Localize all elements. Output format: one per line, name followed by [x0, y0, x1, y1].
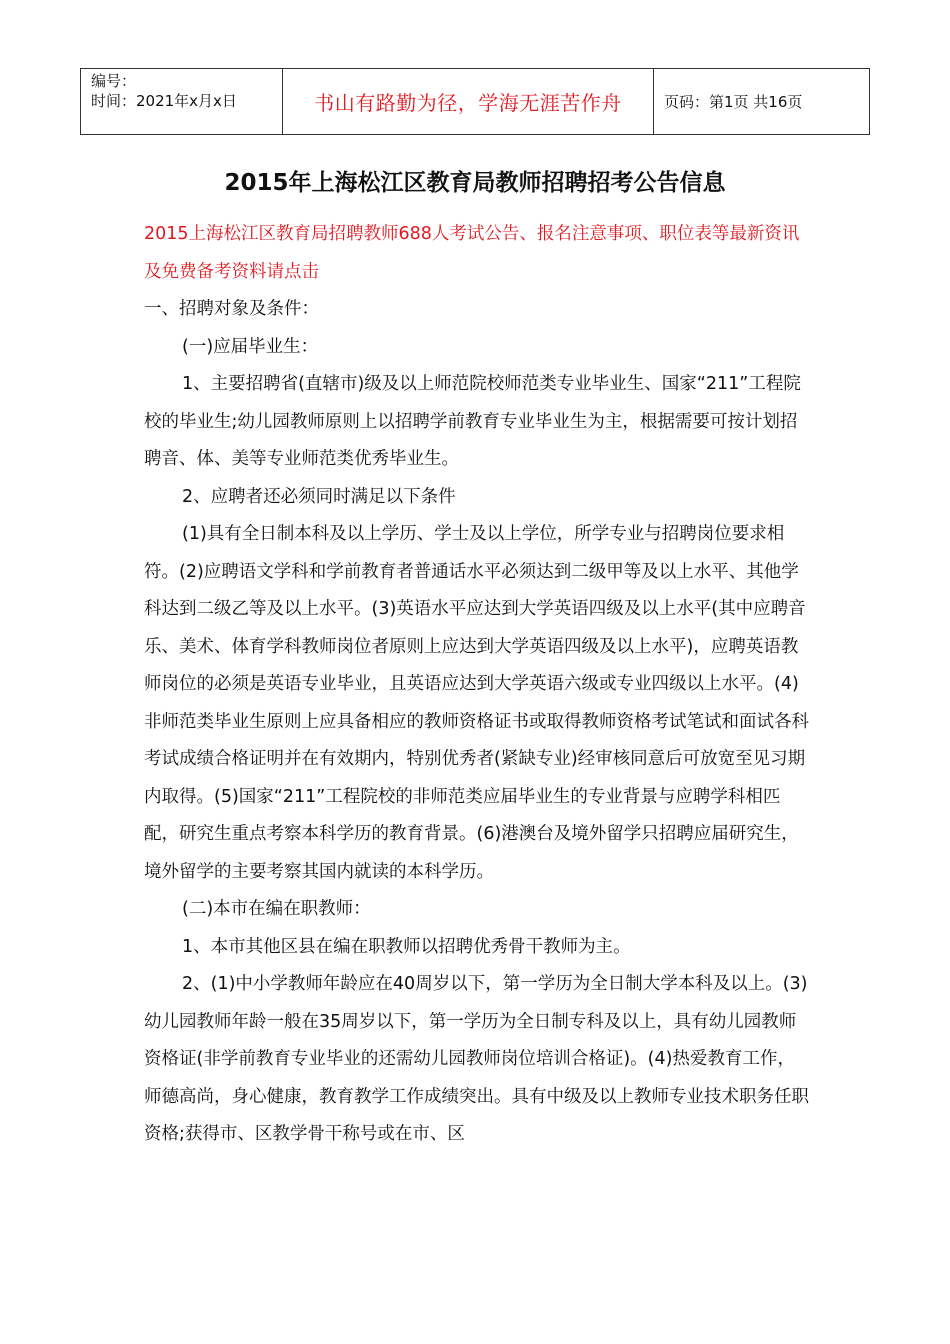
- document-time-label: 时间：2021年x月x日: [91, 92, 237, 110]
- header-table: [80, 68, 870, 135]
- info-link[interactable]: 2015上海松江区教育局招聘教师688人考试公告、报名注意事项、职位表等最新资讯及免费备考资料请点击: [144, 224, 800, 282]
- subsection-graduates: (一)应届毕业生：: [182, 336, 319, 357]
- document-number-label: 编号：: [91, 72, 137, 90]
- paragraph-incumbent-scope: 1、本市其他区县在编在职教师以招聘优秀骨干教师为主。: [182, 936, 631, 957]
- document-body: [144, 216, 810, 1154]
- paragraph-conditions-heading: 2、应聘者还必须同时满足以下条件: [182, 486, 456, 507]
- document-title: 2015年上海松江区教育局教师招聘招考公告信息: [224, 170, 726, 196]
- page-info: 页码：第1页 共16页: [664, 93, 803, 111]
- paragraph-graduates-scope: 1、主要招聘省(直辖市)级及以上师范院校师范类专业毕业生、国家“211”工程院校的毕业生;幼儿园教师原则上以招聘学前教育专业毕业生为主，根据需要可按计划招聘音、体、美等专业师范类优秀毕业生。: [144, 374, 801, 469]
- header-motto-cell: [283, 69, 654, 134]
- motto-text: 书山有路勤为径，学海无涯苦作舟: [314, 91, 622, 115]
- paragraph-conditions-list: (1)具有全日制本科及以上学历、学士及以上学位，所学专业与招聘岗位要求相符。(2)应聘语文学科和学前教育者普通话水平必须达到二级甲等及以上水平、其他学科达到二级乙等及以上水平。(3)英语水平应达到大学英语四级及以上水平(其中应聘音乐、美术、体育学科教师岗位者原则上应达到大学英语四级及以上水平)，应聘英语教师岗位的必须是英语专业毕业，且英语应达到大学英语六级或专业四级以上水平。(4)非师范类毕业生原则上应具备相应的教师资格证书或取得教师资格考试笔试和面试各科考试成绩合格证明并在有效期内，特别优秀者(紧缺专业)经审核同意后可放宽至见习期内取得。(5)国家“211”工程院校的非师范类应届毕业生的专业背景与应聘学科相匹配，研究生重点考察本科学历的教育背景。(6)港澳台及境外留学只招聘应届研究生，境外留学的主要考察其国内就读的本科学历。: [144, 524, 809, 882]
- header-meta-cell: [81, 69, 283, 134]
- section-heading-recruitment: 一、招聘对象及条件：: [144, 299, 319, 319]
- header-page-cell: [654, 69, 869, 134]
- subsection-incumbent-teachers: (二)本市在编在职教师：: [182, 899, 371, 919]
- paragraph-incumbent-conditions: 2、(1)中小学教师年龄应在40周岁以下，第一学历为全日制大学本科及以上。(3)幼儿园教师年龄一般在35周岁以下，第一学历为全日制专科及以上，具有幼儿园教师资格证(非学前教育专业毕业的还需幼儿园教师岗位培训合格证)。(4)热爱教育工作，师德高尚，身心健康，教育教学工作成绩突出。具有中级及以上教师专业技术职务任职资格;获得市、区教学骨干称号或在市、区: [144, 974, 809, 1144]
